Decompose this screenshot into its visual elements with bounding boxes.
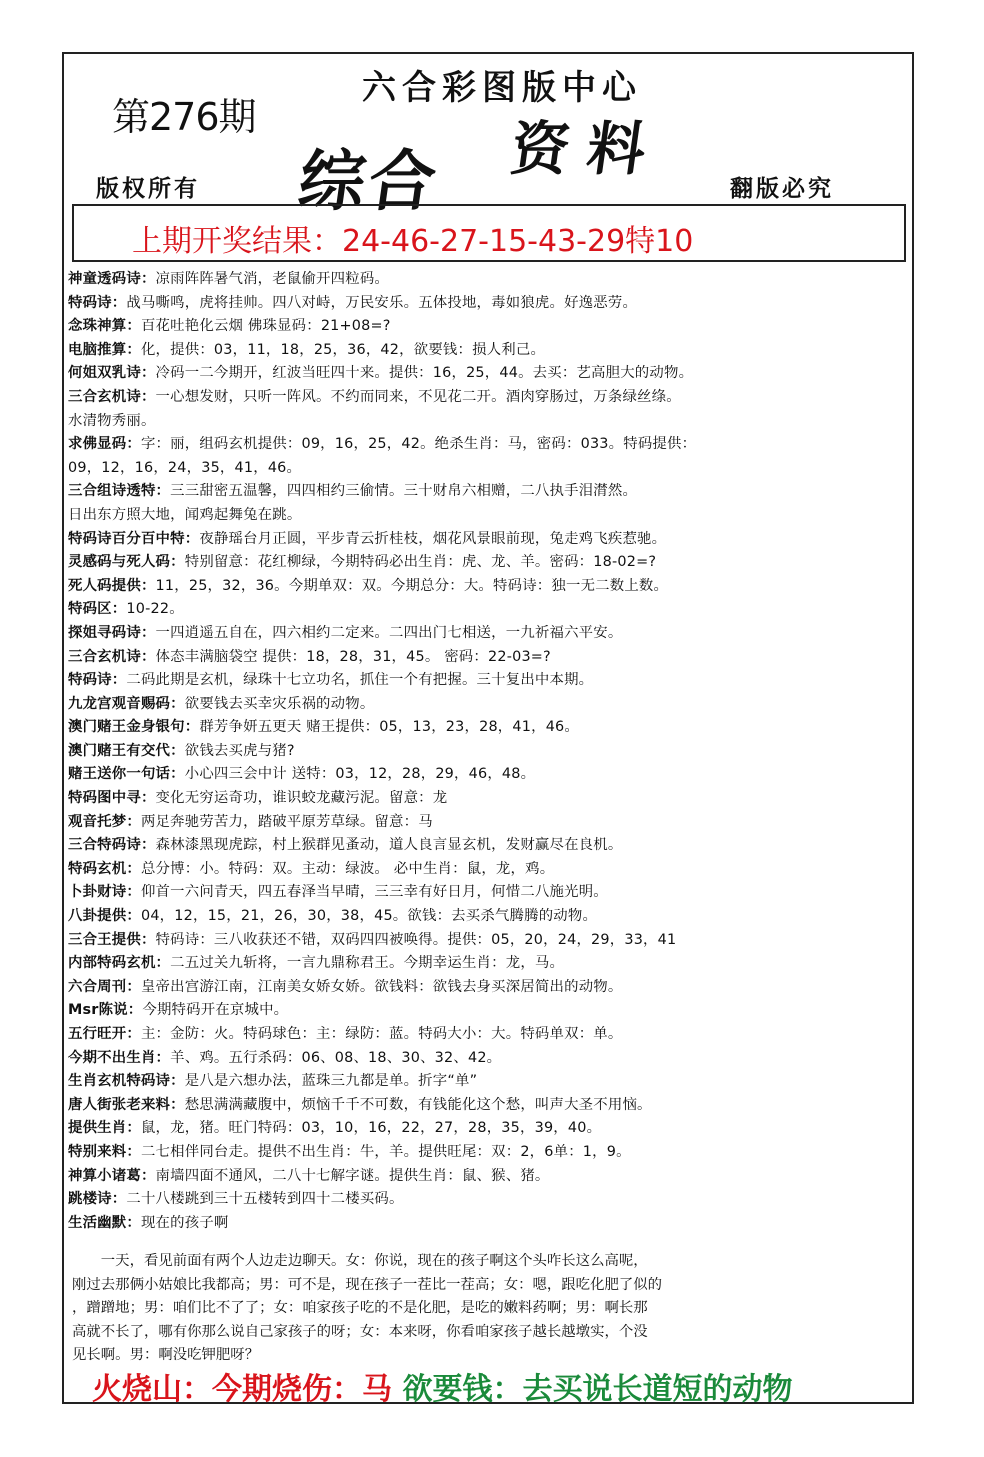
tip-label: 唐人街张老来料：	[68, 1096, 185, 1113]
tip-line	[68, 952, 908, 976]
tip-line	[68, 763, 908, 787]
tip-text: 日出东方照大地，闻鸡起舞兔在跳。	[68, 506, 302, 523]
tip-text: 百花吐艳化云烟 佛珠显码：21+08=?	[140, 318, 391, 335]
tip-line	[68, 315, 908, 339]
tip-label: 澳门赌王金身银句：	[68, 719, 200, 736]
tip-text: 一四逍遥五自在，四六相约二定来。二四出门七相送，一九祈福六平安。	[155, 624, 623, 641]
tip-text: 化，提供：03，11，18，25，36，42，欲要钱：损人利己。	[140, 341, 546, 358]
tip-label: 特码诗百分百中特：	[68, 530, 200, 547]
tip-line	[68, 1141, 908, 1165]
tip-text: 04，12，15，21，26，30，38，45。欲钱：去买杀气腾腾的动物。	[140, 908, 598, 925]
story-line: 刚过去那俩小姑娘比我都高；男：可不是，现在孩子一茬比一茬高；女：嗯，跟吃化肥了似的	[72, 1276, 663, 1293]
tip-label: 三合特码诗：	[68, 837, 156, 854]
tip-line	[68, 528, 908, 552]
tip-text: 11，25，32，36。今期单双：双。今期总分：大。特码诗：独一无二数上数。	[155, 577, 669, 594]
tip-text: 战马嘶鸣，虎将挂帅。四八对峙，万民安乐。五体投地，毒如狼虎。好逸恶劳。	[126, 294, 638, 311]
tip-label: 特码诗：	[68, 294, 127, 311]
tip-text: 变化无穷运奇功，谁识蛟龙藏污泥。留意：龙	[155, 790, 448, 807]
center-title: 六合彩图版中心	[362, 68, 642, 108]
footer-fire-text: 火烧山：今期烧伤：马	[92, 1372, 392, 1407]
tip-line	[68, 622, 908, 646]
tip-label: 赌王送你一句话：	[68, 766, 185, 783]
tip-label: 特别来料：	[68, 1143, 141, 1160]
tip-line	[68, 1165, 908, 1189]
tip-label: Msr陈说：	[68, 1002, 143, 1019]
tip-text: 凉雨阵阵暑气消，老鼠偷开四粒码。	[155, 271, 389, 287]
tip-text: 欲要钱去买幸灾乐祸的动物。	[184, 695, 375, 712]
tip-text: 今期特码开在京城中。	[142, 1002, 289, 1019]
tip-label: 灵感码与死人码：	[68, 554, 185, 571]
tip-text: 水清物秀丽。	[68, 412, 156, 429]
tip-label: 五行旺开：	[68, 1026, 141, 1042]
tip-line	[68, 598, 908, 622]
tip-line	[68, 480, 908, 504]
tip-line	[68, 504, 908, 528]
tip-text: 欲钱去买虎与猪?	[184, 742, 295, 759]
tip-label: 特码诗：	[68, 672, 127, 689]
footer-banner	[92, 1364, 792, 1408]
tip-line	[68, 1023, 908, 1047]
last-draw-result: 上期开奖结果：24-46-27-15-43-29特10	[132, 224, 694, 259]
tip-line	[68, 1070, 908, 1094]
tip-label: 求佛显码：	[68, 436, 141, 453]
tip-text: 小心四三会中计 送特：03，12，28，29，46，48。	[184, 766, 536, 783]
tip-label: 特码图中寻：	[68, 790, 156, 807]
tip-line	[68, 457, 908, 481]
tip-label: 特码玄机：	[68, 860, 141, 877]
tip-label: 生活幽默：	[68, 1214, 141, 1231]
tip-line	[68, 362, 908, 386]
tip-label: 内部特码玄机：	[68, 955, 171, 972]
tip-line	[68, 858, 908, 882]
tip-line	[68, 811, 908, 835]
tip-line	[68, 292, 908, 316]
tip-text: 现在的孩子啊	[140, 1214, 229, 1231]
tip-text: 二码此期是玄机，绿珠十七立功名，抓住一个有把握。三十复出中本期。	[126, 672, 594, 689]
issue-number: 第276期	[112, 95, 256, 139]
tip-text: 仰首一六问青天，四五春泽当早晴，三三幸有好日月，何惜二八施光明。	[140, 884, 608, 901]
tip-line	[68, 929, 908, 953]
result-box	[72, 204, 906, 262]
tip-line	[68, 976, 908, 1000]
tip-text: 10-22。	[126, 601, 184, 618]
tip-text: 两足奔驰劳苦力，踏破平原芳草绿。留意：马	[140, 813, 433, 830]
tip-text: 愁思满满藏腹中，烦恼千千不可数，有钱能化这个愁，叫声大圣不用恼。	[184, 1096, 652, 1113]
tip-line	[68, 433, 908, 457]
tip-label: 三合玄机诗：	[68, 648, 156, 665]
tip-text: 羊、鸡。五行杀码：06、08、18、30、32、42。	[170, 1049, 502, 1066]
tip-line	[68, 787, 908, 811]
tip-line	[68, 268, 908, 292]
tip-text: 字：丽，组码玄机提供：09，16，25，42。绝杀生肖：马，密码：033。特码提供：	[140, 436, 697, 453]
tip-line	[68, 646, 908, 670]
tip-text: 主：金防：火。特码球色：主：绿防：蓝。特码大小：大。特码单双：单。	[140, 1026, 623, 1042]
tip-line	[68, 1094, 908, 1118]
tip-line	[68, 551, 908, 575]
tip-line	[68, 999, 908, 1023]
tip-line	[68, 740, 908, 764]
tip-label: 今期不出生肖：	[68, 1049, 171, 1066]
tip-line	[68, 1047, 908, 1071]
tip-text: 森林漆黑现虎踪，村上猴群见蚤动，道人良言显玄机，发财赢尽在良机。	[155, 837, 623, 854]
tip-label: 三合王提供：	[68, 931, 156, 948]
piracy-note: 翻版必究	[730, 175, 834, 202]
tip-label: 神童透码诗：	[68, 271, 156, 287]
tip-label: 生肖玄机特码诗：	[68, 1073, 185, 1090]
tip-text: 二七相伴同台走。提供不出生肖：牛，羊。提供旺尾：双：2，6单：1，9。	[140, 1143, 631, 1160]
tip-label: 神算小诸葛：	[68, 1167, 156, 1184]
tip-line	[68, 410, 908, 434]
story-line: 一天，看见前面有两个人边走边聊天。女：你说，现在的孩子啊这个头咋长这么高呢，	[72, 1253, 648, 1269]
copyright-note: 版权所有	[96, 175, 200, 202]
tip-text: 冷码一二今期开，红波当旺四十来。提供：16，25，44。去买：艺高胆大的动物。	[155, 365, 694, 382]
tip-label: 观音托梦：	[68, 813, 141, 830]
tip-label: 特码区：	[68, 601, 127, 618]
tip-text: 一心想发财，只听一阵风。不约而同来，不见花二开。酒肉穿肠过，万条绿丝绦。	[155, 388, 681, 405]
tip-text: 二五过关九斩将，一言九鼎称君王。今期幸运生肖：龙，马。	[170, 955, 565, 972]
tip-line	[68, 834, 908, 858]
tip-text: 特别留意：花红柳绿，今期特码必出生肖：虎、龙、羊。密码：18-02=?	[184, 554, 657, 571]
story-line: 见长啊。男：啊没吃钾肥呀？	[72, 1347, 260, 1364]
tip-label: 电脑推算：	[68, 341, 141, 358]
tip-line	[68, 881, 908, 905]
footer-money-text: 欲要钱：去买说长道短的动物	[402, 1372, 793, 1407]
tip-line	[68, 693, 908, 717]
tip-text: 夜静瑶台月正圆，平步青云折桂枝，烟花风景眼前现，兔走鸡飞疾惹驰。	[199, 530, 667, 547]
big-title-data: 资料	[506, 115, 669, 183]
tip-label: 提供生肖：	[68, 1120, 141, 1137]
tip-line	[68, 386, 908, 410]
tip-text: 是八是六想办法，蓝珠三九都是单。折字“单”	[184, 1073, 478, 1090]
tip-label: 三合组诗透特：	[68, 483, 171, 500]
story-line: 高就不长了，哪有你那么说自己家孩子的呀；女：本来呀，你看咱家孩子越长越墩实，个没	[72, 1323, 648, 1340]
tip-line	[68, 1212, 908, 1236]
big-title-general: 综合	[293, 142, 445, 220]
tip-text: 南墙四面不通风，二八十七解字谜。提供生肖：鼠、猴、猪。	[155, 1167, 550, 1184]
tip-text: 体态丰满脑袋空 提供：18，28，31，45。 密码：22-03=?	[155, 648, 551, 665]
tip-label: 探姐寻码诗：	[68, 624, 156, 641]
tip-text: 群芳争妍五更天 赌王提供：05，13，23，28，41，46。	[199, 719, 580, 736]
tip-label: 跳楼诗：	[68, 1191, 127, 1208]
tip-label: 六合周刊：	[68, 978, 141, 995]
humor-story	[72, 1250, 892, 1368]
tip-text: 二十八楼跳到三十五楼转到四十二楼买码。	[126, 1191, 404, 1208]
tip-label: 死人码提供：	[68, 577, 156, 594]
tip-line	[68, 1188, 908, 1212]
tips-list	[68, 268, 908, 1235]
tip-label: 念珠神算：	[68, 318, 141, 335]
tip-label: 澳门赌王有交代：	[68, 742, 185, 759]
story-line: ，蹭蹭地；男：咱们比不了了；女：咱家孩子吃的不是化肥，是吃的嫩料药啊；男：啊长那	[72, 1300, 648, 1317]
tip-text: 09，12，16，24，35，41，46。	[68, 459, 302, 476]
tip-label: 何姐双乳诗：	[68, 365, 156, 382]
tip-label: 九龙宫观音赐码：	[68, 695, 185, 712]
tip-line	[68, 339, 908, 363]
tip-text: 皇帝出宫游江南，江南美女娇女娇。欲钱料：欲钱去身买深居简出的动物。	[140, 978, 623, 995]
tip-line	[68, 1117, 908, 1141]
tip-text: 总分博：小。特码：双。主动：绿波。 必中生肖：鼠，龙，鸡。	[140, 860, 555, 877]
tip-text: 特码诗：三八收获还不错，双码四四被唤得。提供：05，20，24，29，33，41	[155, 931, 677, 948]
tip-text: 三三甜密五温馨，四四相约三偷情。三十财帛六相赠，二八执手泪潸然。	[170, 483, 638, 500]
tip-line	[68, 905, 908, 929]
tip-label: 八卦提供：	[68, 908, 141, 925]
tip-label: 三合玄机诗：	[68, 388, 156, 405]
tip-text: 鼠，龙，猪。旺门特码：03，10，16，22，27，28，35，39，40。	[140, 1120, 602, 1137]
tip-label: 卜卦财诗：	[68, 884, 141, 901]
tip-line	[68, 669, 908, 693]
tip-line	[68, 716, 908, 740]
tip-line	[68, 575, 908, 599]
